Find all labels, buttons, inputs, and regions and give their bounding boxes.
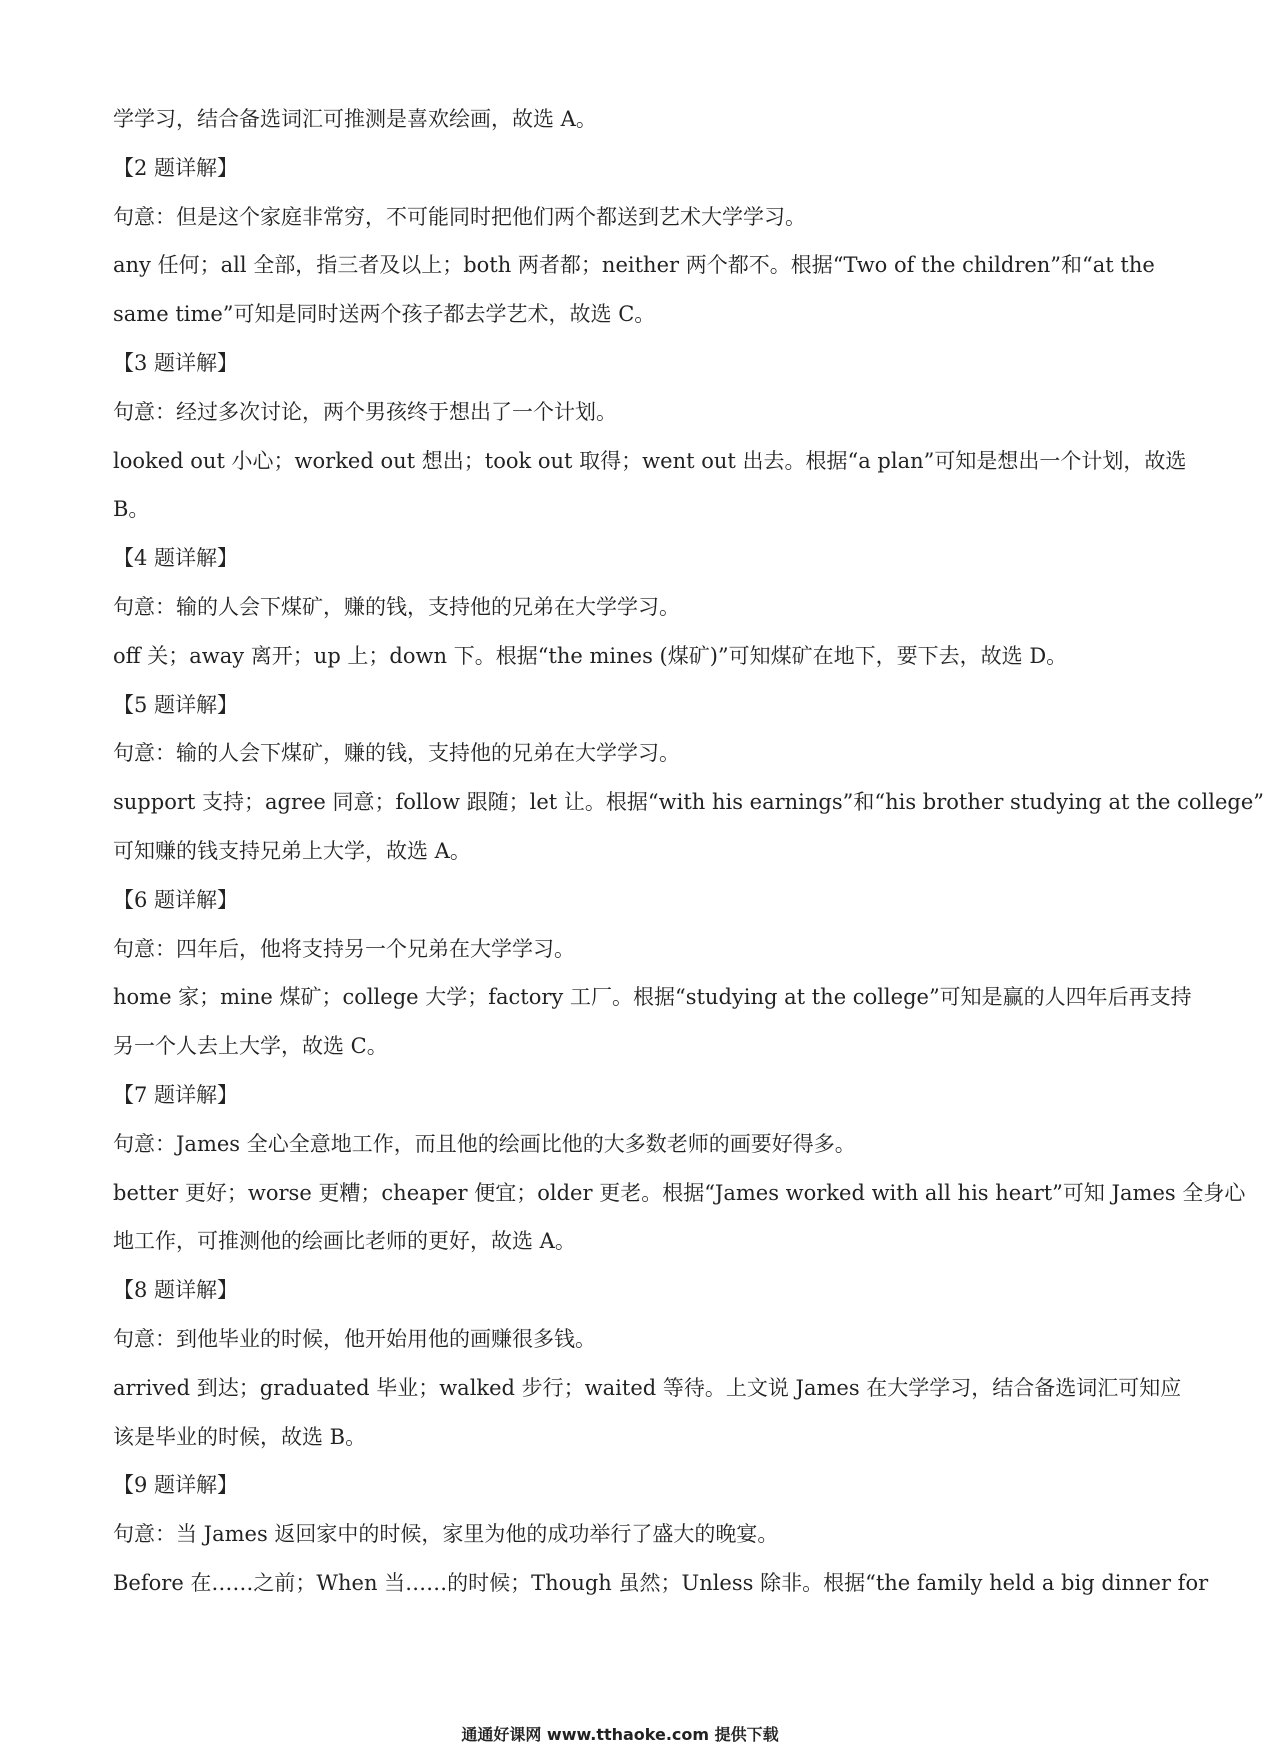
question-heading: 【7 题详解】 bbox=[113, 1082, 239, 1107]
question-heading: 【8 题详解】 bbox=[113, 1278, 239, 1303]
text-line: same time”可知是同时送两个孩子都去学艺术，故选 C。 bbox=[113, 302, 656, 327]
question-heading: 【2 题详解】 bbox=[113, 155, 239, 180]
text-line: better 更好；worse 更糟；cheaper 便宜；older 更老。根据“James worked with all his heart”可知 James 全身心 bbox=[113, 1180, 1246, 1205]
text-line: Before 在……之前；When 当……的时候；Though 虽然；Unless 除非。根据“the family held a big dinner for bbox=[113, 1570, 1209, 1595]
question-heading: 【5 题详解】 bbox=[113, 692, 239, 717]
text-line: off 关；away 离开；up 上；down 下。根据“the mines (煤矿)”可知煤矿在地下，要下去，故选 D。 bbox=[113, 643, 1068, 668]
text-line: any 任何；all 全部，指三者及以上；both 两者都；neither 两个都不。根据“Two of the children”和“at the bbox=[113, 253, 1155, 278]
text-line: 学学习，结合备选词汇可推测是喜欢绘画，故选 A。 bbox=[113, 107, 597, 131]
text-line: 句意：经过多次讨论，两个男孩终于想出了一个计划。 bbox=[113, 399, 617, 424]
text-line: 句意：四年后，他将支持另一个兄弟在大学学习。 bbox=[113, 936, 575, 961]
page-footer: 通通好课网 www.tthaoke.com 提供下载 bbox=[461, 1725, 779, 1744]
text-line: looked out 小心；worked out 想出；took out 取得；went out 出去。根据“a plan”可知是想出一个计划，故选 bbox=[113, 448, 1187, 473]
text-line: 可知赚的钱支持兄弟上大学，故选 A。 bbox=[113, 838, 471, 863]
text-line: 另一个人去上大学，故选 C。 bbox=[113, 1034, 388, 1059]
question-heading: 【3 题详解】 bbox=[113, 350, 239, 375]
text-line: home 家；mine 煤矿；college 大学；factory 工厂。根据“studying at the college”可知是赢的人四年后再支持 bbox=[113, 985, 1192, 1010]
text-line: 该是毕业的时候，故选 B。 bbox=[113, 1424, 367, 1449]
text-line: 句意：James 全心全意地工作，而且他的绘画比他的大多数老师的画要好得多。 bbox=[113, 1131, 856, 1156]
text-line: 句意：输的人会下煤矿，赚的钱，支持他的兄弟在大学学习。 bbox=[113, 594, 680, 619]
text-line: 句意：输的人会下煤矿，赚的钱，支持他的兄弟在大学学习。 bbox=[113, 741, 680, 766]
text-line: 句意：但是这个家庭非常穷，不可能同时把他们两个都送到艺术大学学习。 bbox=[113, 204, 806, 229]
text-line: 句意：当 James 返回家中的时候，家里为他的成功举行了盛大的晚宴。 bbox=[113, 1522, 779, 1547]
document-body bbox=[113, 102, 1264, 1615]
question-heading: 【9 题详解】 bbox=[113, 1473, 239, 1498]
text-line: 地工作，可推测他的绘画比老师的更好，故选 A。 bbox=[113, 1229, 576, 1254]
question-heading: 【6 题详解】 bbox=[113, 887, 239, 912]
question-heading: 【4 题详解】 bbox=[113, 546, 239, 571]
text-line: B。 bbox=[113, 497, 150, 522]
text-line: 句意：到他毕业的时候，他开始用他的画赚很多钱。 bbox=[113, 1326, 596, 1351]
text-line: arrived 到达；graduated 毕业；walked 步行；waited 等待。上文说 James 在大学学习，结合备选词汇可知应 bbox=[113, 1375, 1182, 1400]
text-line: support 支持；agree 同意；follow 跟随；let 让。根据“with his earnings”和“his brother studying at the college” bbox=[113, 790, 1264, 815]
